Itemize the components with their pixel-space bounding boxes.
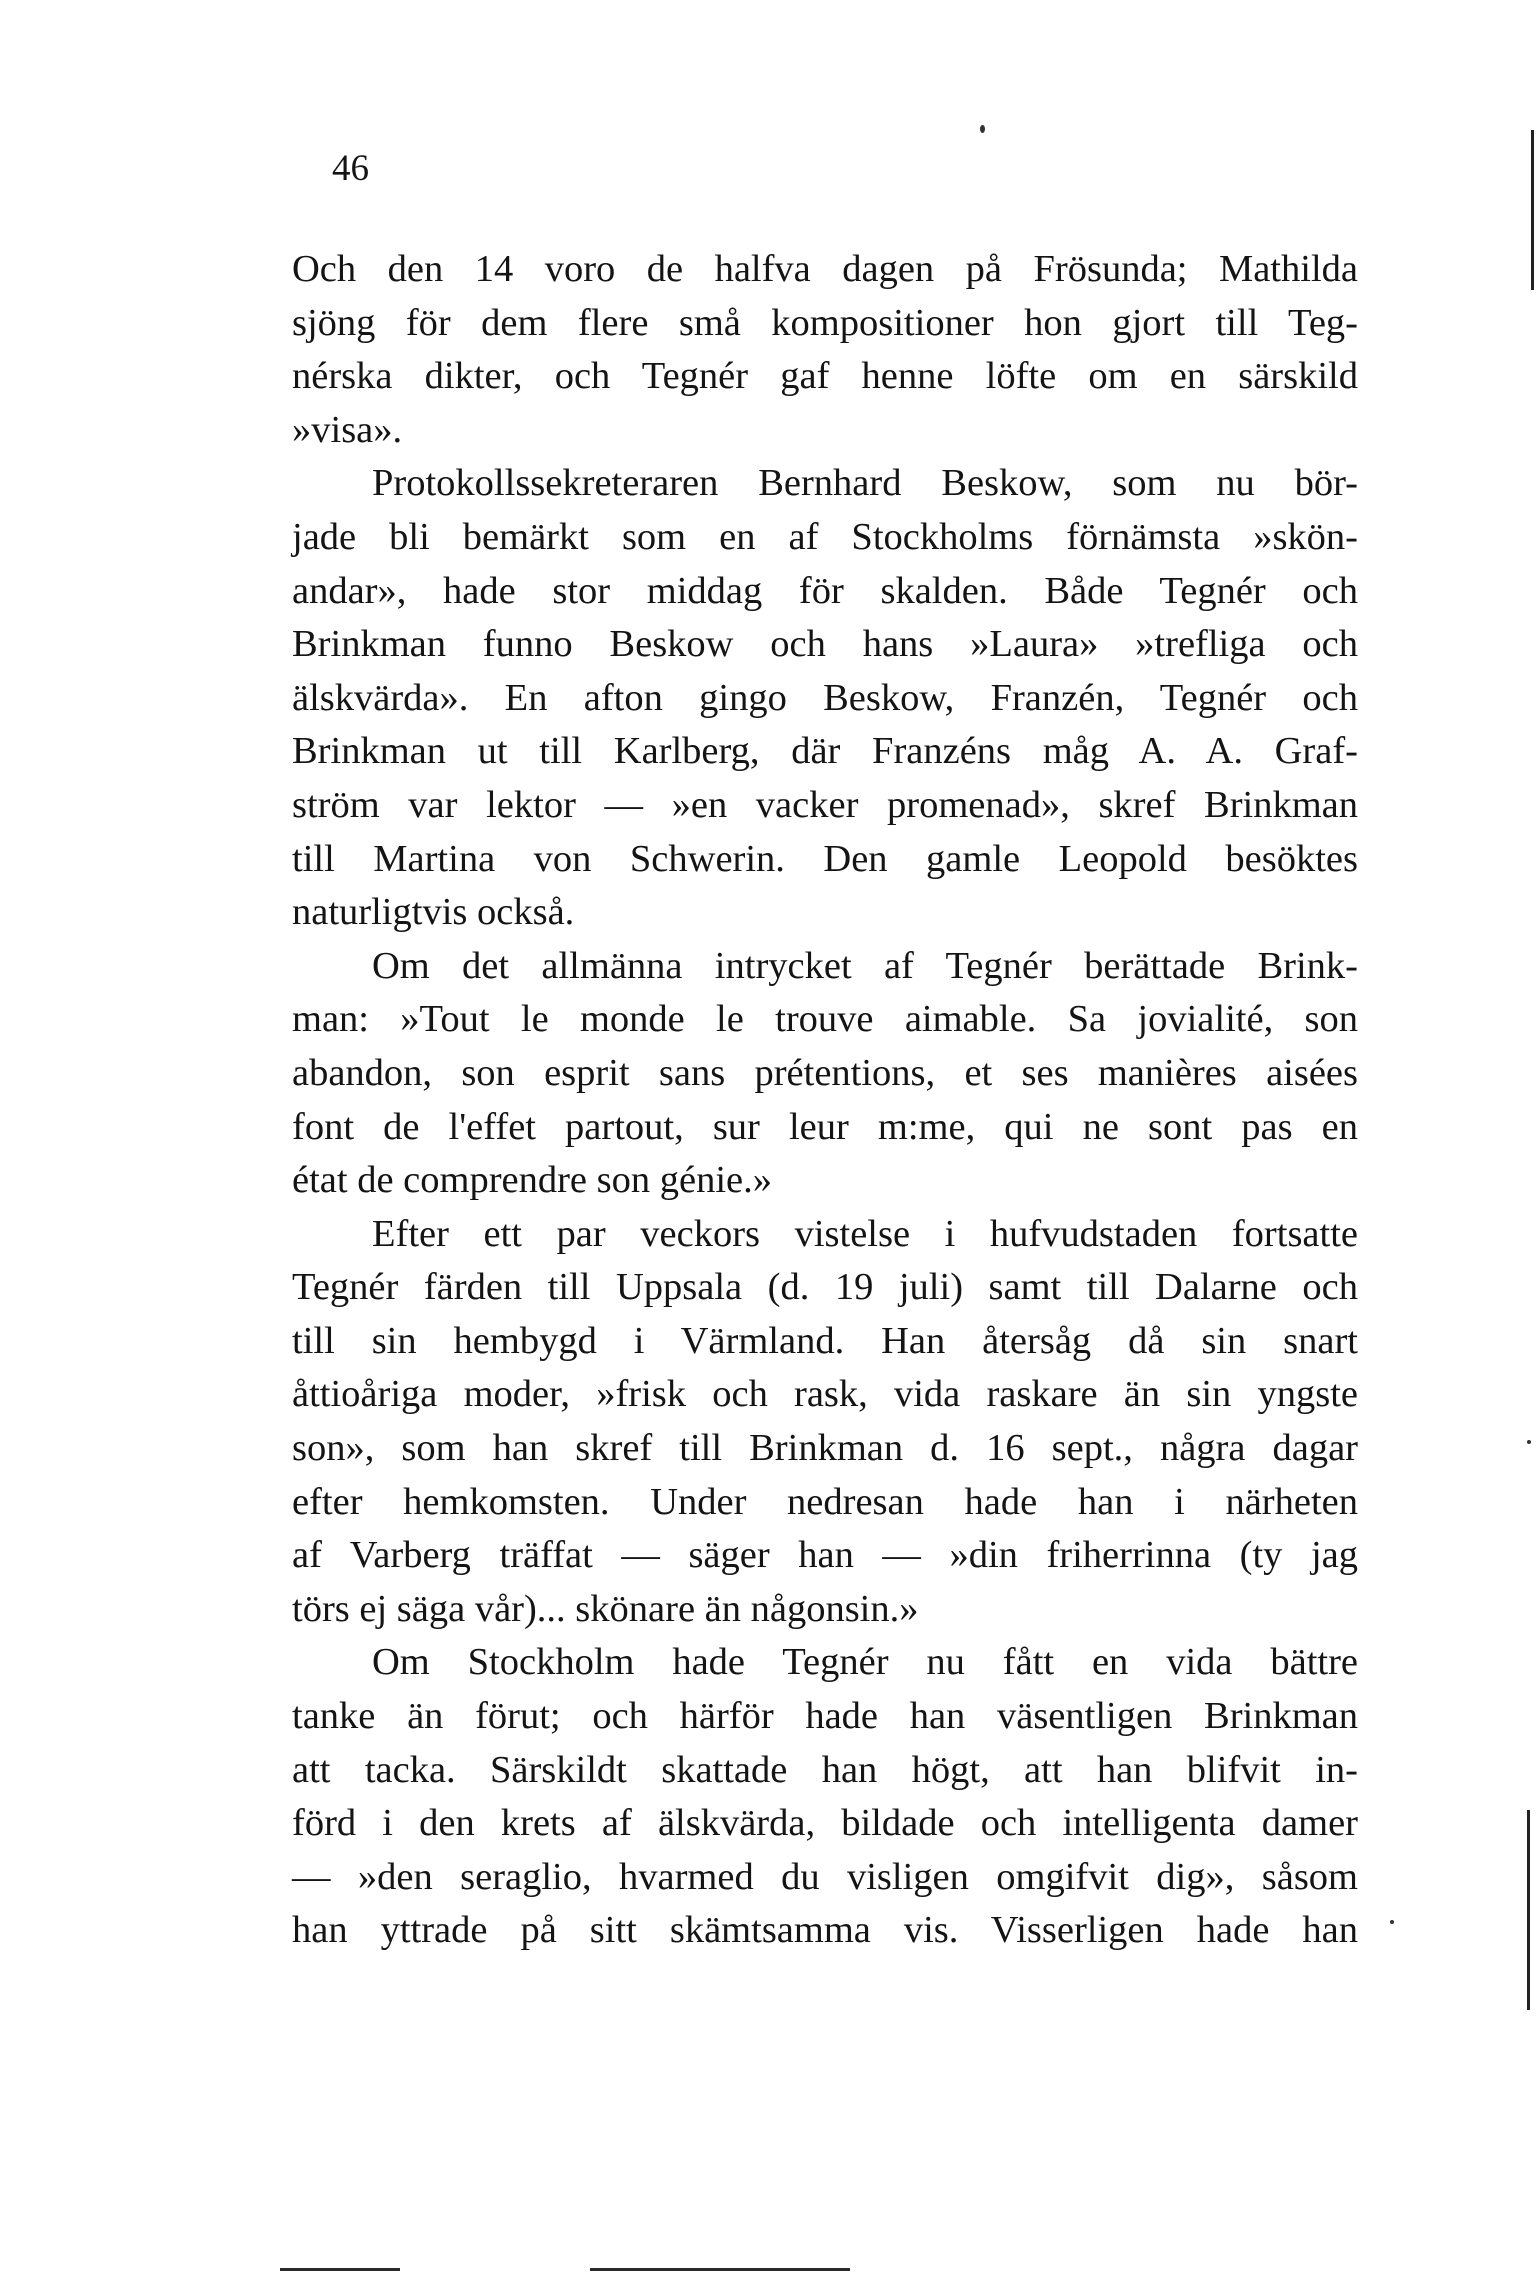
- text-line: efter hemkomsten. Under nedresan hade han i närheten: [292, 1480, 1358, 1523]
- text-line: åttioåriga moder, »frisk och rask, vida raskare än sin yngste: [292, 1373, 1358, 1416]
- text-line: af Varberg träffat — säger han — »din friherrinna (ty jag: [292, 1534, 1358, 1577]
- text-line: abandon, son esprit sans prétentions, et ses manières aisées: [292, 1051, 1358, 1094]
- text-line: till sin hembygd i Värmland. Han återsåg då sin snart: [292, 1319, 1358, 1362]
- text-line: man: »Tout le monde le trouve aimable. Sa jovialité, son: [292, 998, 1358, 1041]
- text-line: — »den seraglio, hvarmed du visligen omgifvit dig», såsom: [292, 1855, 1358, 1898]
- text-line: andar», hade stor middag för skalden. Både Tegnér och: [292, 569, 1358, 612]
- text-line: att tacka. Särskildt skattade han högt, att han blifvit in-: [292, 1748, 1358, 1791]
- text-line: Protokollssekreteraren Bernhard Beskow, som nu bör-: [372, 462, 1358, 505]
- text-line: Brinkman funno Beskow och hans »Laura» »trefliga och: [292, 623, 1358, 666]
- text-line: Efter ett par veckors vistelse i hufvudstaden fortsatte: [372, 1212, 1358, 1255]
- bottom-rule: [590, 2268, 850, 2271]
- dust-speck: [1390, 1920, 1394, 1924]
- text-line: jade bli bemärkt som en af Stockholms förnämsta »skön-: [292, 515, 1358, 558]
- page-number: 46: [332, 148, 369, 189]
- text-line: »visa».: [292, 408, 403, 451]
- text-line: tanke än förut; och härför hade han väsentligen Brinkman: [292, 1695, 1358, 1738]
- text-line: Brinkman ut till Karlberg, där Franzéns måg A. A. Graf-: [292, 730, 1358, 773]
- text-line: font de l'effet partout, sur leur m:me, qui ne sont pas en: [292, 1105, 1358, 1148]
- text-line: förd i den krets af älskvärda, bildade och intelligenta damer: [292, 1802, 1358, 1845]
- text-line: älskvärda». En afton gingo Beskow, Franzén, Tegnér och: [292, 676, 1358, 719]
- bottom-rule: [280, 2268, 400, 2271]
- right-edge-rule: [1531, 130, 1534, 290]
- text-line: han yttrade på sitt skämtsamma vis. Visserligen hade han: [292, 1909, 1358, 1952]
- text-line: Om Stockholm hade Tegnér nu fått en vida bättre: [372, 1641, 1358, 1684]
- text-line: état de comprendre son génie.»: [292, 1159, 772, 1202]
- dust-speck: [1527, 1440, 1531, 1444]
- text-line: törs ej säga vår)... skönare än någonsin.»: [292, 1587, 919, 1630]
- text-line: till Martina von Schwerin. Den gamle Leopold besöktes: [292, 837, 1358, 880]
- right-edge-rule: [1527, 1810, 1530, 2010]
- text-line: sjöng för dem flere små kompositioner hon gjort till Teg-: [292, 301, 1358, 344]
- text-line: nérska dikter, och Tegnér gaf henne löfte om en särskild: [292, 355, 1358, 398]
- text-line: son», som han skref till Brinkman d. 16 sept., några dagar: [292, 1427, 1358, 1470]
- text-line: Och den 14 voro de halfva dagen på Frösunda; Mathilda: [292, 248, 1358, 290]
- text-line: ström var lektor — »en vacker promenad», skref Brinkman: [292, 783, 1358, 826]
- text-line: Om det allmänna intrycket af Tegnér berättade Brink-: [372, 944, 1358, 987]
- text-line: Tegnér färden till Uppsala (d. 19 juli) samt till Dalarne och: [292, 1266, 1358, 1309]
- text-line: naturligtvis också.: [292, 891, 575, 934]
- dust-speck: [980, 125, 985, 133]
- text-block: [292, 243, 1358, 1958]
